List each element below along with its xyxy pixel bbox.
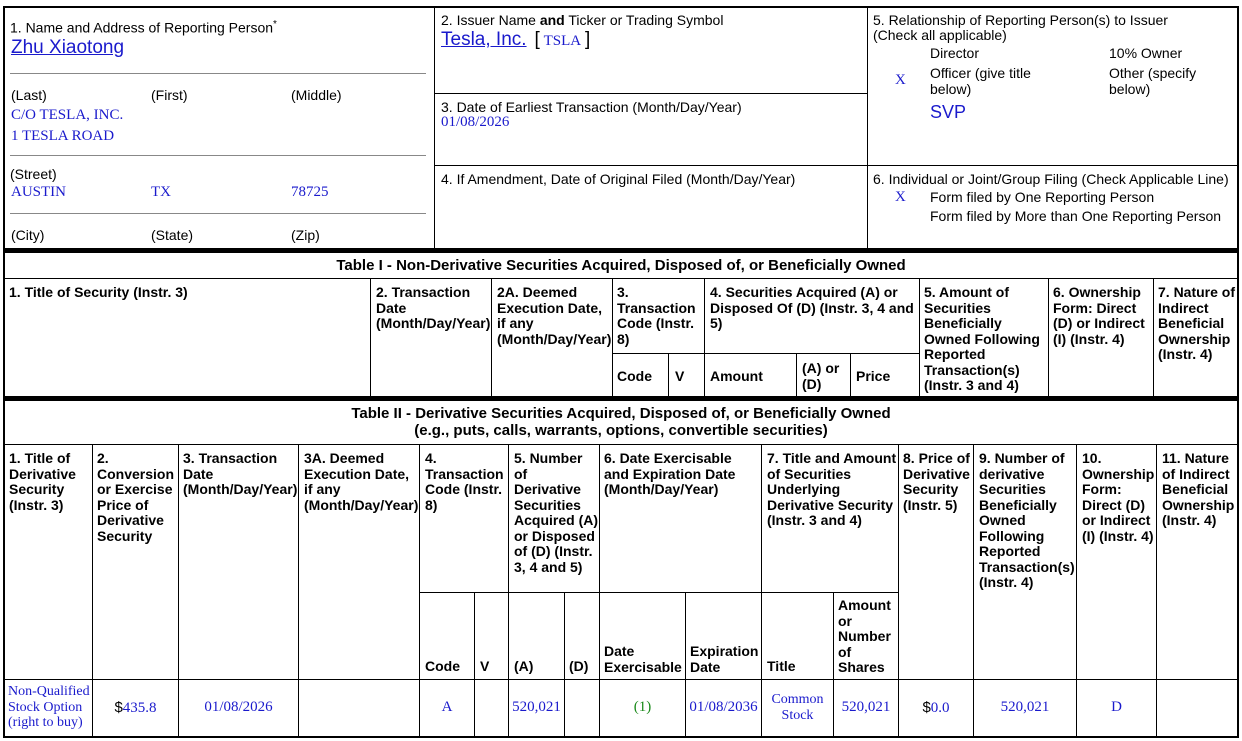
table2-col3-header: 3. Transaction Date (Month/Day/Year): [183, 450, 298, 497]
last-label: (Last): [11, 87, 47, 103]
reporting-person-name-link[interactable]: Zhu Xiaotong: [11, 37, 125, 58]
table2-sub-expiration: Expiration Date: [690, 643, 759, 675]
ticker-symbol: TSLA: [543, 33, 582, 49]
street-label: (Street): [10, 166, 57, 182]
relationship-label: 5. Relationship of Reporting Person(s) to Issuer: [873, 12, 1168, 28]
table1-sub-aord: (A) or (D): [802, 360, 840, 392]
earliest-transaction-label: 3. Date of Earliest Transaction (Month/Day/Year): [441, 99, 742, 115]
ten-percent-owner-option: 10% Owner: [1109, 45, 1183, 61]
row-transaction-code: A: [441, 699, 453, 715]
state-value: TX: [151, 184, 171, 200]
address-line2: 1 TESLA ROAD: [11, 128, 115, 144]
row-security-title: Non-Qualified Stock Option (right to buy): [8, 684, 90, 730]
table1-col2-header: 2. Transaction Date (Month/Day/Year): [376, 284, 491, 331]
table2-sub-amount: Amount or Number of Shares: [838, 597, 891, 675]
table2-sub-code: Code: [425, 658, 460, 674]
filing-label: 6. Individual or Joint/Group Filing (Check Applicable Line): [873, 171, 1229, 187]
table1-col4-header: 4. Securities Acquired (A) or Disposed Of (D) (Instr. 3, 4 and 5): [710, 284, 914, 331]
row-ownership-form: D: [1111, 699, 1122, 715]
table2-col11-header: 11. Nature of Indirect Beneficial Ownership (Instr. 4): [1162, 450, 1235, 528]
middle-label: (Middle): [291, 87, 342, 103]
table2-col9-header: 9. Number of derivative Securities Beneficially Owned Following Reported Transaction(s) (Instr. 4): [979, 450, 1075, 590]
officer-option: Officer (give title below): [930, 65, 1031, 97]
table1-col2a-header: 2A. Deemed Execution Date, if any (Month/Day/Year): [497, 284, 612, 347]
table1-col3-header: 3. Transaction Code (Instr. 8): [617, 284, 696, 347]
amendment-label: 4. If Amendment, Date of Original Filed (Month/Day/Year): [441, 171, 796, 187]
filing-check-mark: X: [895, 189, 906, 205]
row-owned-following: 520,021: [1000, 699, 1050, 715]
table1-col1-header: 1. Title of Security (Instr. 3): [9, 284, 188, 300]
issuer-label: 2. Issuer Name and Ticker or Trading Symbol: [441, 12, 724, 28]
table2-sub-d: (D): [569, 658, 589, 674]
table2-col7-header: 7. Title and Amount of Securities Underlying Derivative Security (Instr. 3 and 4): [767, 450, 897, 528]
officer-title-value: SVP: [930, 102, 967, 122]
row-acquired-amount: 520,021: [512, 699, 561, 715]
filing-more-persons: Form filed by More than One Reporting Person: [930, 208, 1222, 224]
reporting-person-label: 1. Name and Address of Reporting Person*: [10, 19, 277, 36]
issuer-name-link[interactable]: Tesla, Inc.: [441, 29, 527, 50]
table2-col10-header: 10. Ownership Form: Direct (D) or Indirect (I) (Instr. 4): [1082, 450, 1155, 544]
table1-sub-price: Price: [856, 368, 891, 384]
table2-sub-v: V: [480, 658, 490, 674]
table2-sub-date-exercisable: Date Exercisable: [604, 643, 682, 675]
row-expiration-date: 01/08/2036: [689, 699, 758, 715]
table2-col6-header: 6. Date Exercisable and Expiration Date (Month/Day/Year): [604, 450, 736, 497]
table1-col6-header: 6. Ownership Form: Direct (D) or Indirect (I) (Instr. 4): [1053, 284, 1145, 347]
city-label: (City): [11, 227, 45, 243]
row-conversion-price: $435.8: [114, 699, 157, 716]
zip-label: (Zip): [291, 227, 320, 243]
table2-col2-header: 2. Conversion or Exercise Price of Derivative Security: [97, 450, 175, 544]
other-option: Other (specify below): [1109, 65, 1197, 97]
first-label: (First): [151, 87, 188, 103]
table2-sub-a: (A): [514, 658, 534, 674]
table2-col3a-header: 3A. Deemed Execution Date, if any (Month/Day/Year): [304, 450, 419, 513]
row-underlying-title: Common Stock: [771, 692, 824, 723]
row-transaction-date: 01/08/2026: [204, 699, 273, 715]
address-line1: C/O TESLA, INC.: [11, 107, 124, 123]
row-derivative-price: $0.0: [922, 699, 950, 716]
row-underlying-amount: 520,021: [841, 699, 891, 715]
table1-title: Table I - Non-Derivative Securities Acquired, Disposed of, or Beneficially Owned: [336, 257, 906, 274]
table1-sub-amount: Amount: [710, 368, 763, 384]
table2-col4-header: 4. Transaction Code (Instr. 8): [425, 450, 504, 513]
row-date-exercisable-footnote[interactable]: (1): [633, 699, 652, 715]
officer-check-mark: X: [895, 72, 906, 88]
filing-one-person: Form filed by One Reporting Person: [930, 189, 1155, 205]
director-option: Director: [930, 45, 980, 61]
table1-col7-header: 7. Nature of Indirect Beneficial Ownership (Instr. 4): [1158, 284, 1236, 362]
table2-title-line1: Table II - Derivative Securities Acquired, Disposed of, or Beneficially Owned: [351, 405, 891, 422]
table2-sub-title: Title: [767, 658, 796, 674]
city-value: AUSTIN: [11, 184, 66, 200]
table1-sub-code: Code: [617, 368, 652, 384]
table1-sub-v: V: [675, 368, 685, 384]
earliest-transaction-date: 01/08/2026: [441, 114, 510, 130]
table1-col5-header: 5. Amount of Securities Beneficially Owned Following Reported Transaction(s) (Instr. 3 and 4): [924, 284, 1040, 393]
table2-title-line2: (e.g., puts, calls, warrants, options, convertible securities): [414, 422, 828, 439]
issuer-name-row: Tesla, Inc. [ TSLA ]: [441, 29, 591, 50]
relationship-sublabel: (Check all applicable): [873, 27, 1007, 43]
state-label: (State): [151, 227, 194, 243]
table2-col8-header: 8. Price of Derivative Security (Instr. 5): [903, 450, 970, 513]
table2-col1-header: 1. Title of Derivative Security (Instr. 3): [9, 450, 76, 513]
table2-col5-header: 5. Number of Derivative Securities Acquired (A) or Disposed of (D) (Instr. 3, 4 and 5): [514, 450, 598, 575]
zip-value: 78725: [291, 184, 329, 200]
